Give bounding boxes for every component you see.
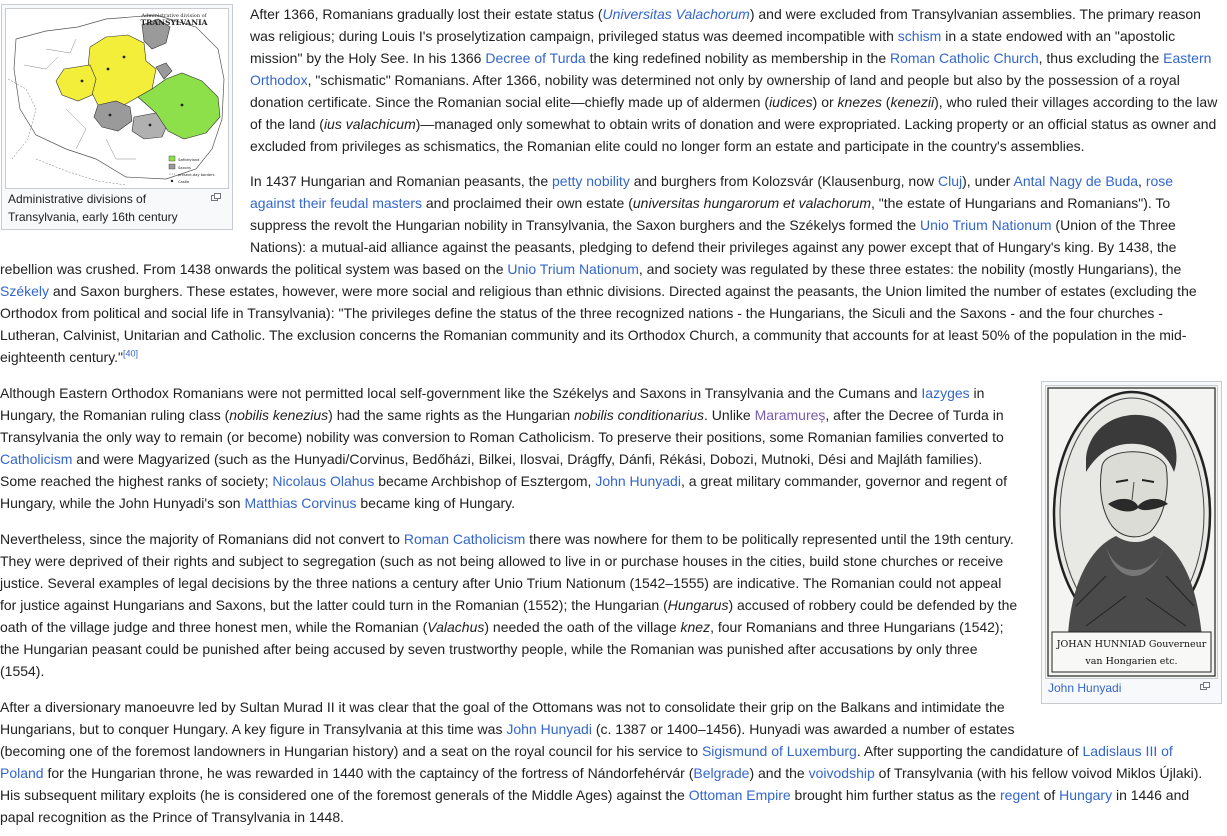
text-line: Nevertheless, since the majority of Romanians did not convert to Roman Catholicism there was nowhere for them to be politically represented until the 19th century. (0, 531, 1014, 547)
text-line: Transylvania the only way to remain (or become) nobility was conversion to Roman Catholicism. To preserve their positions, some Romanian families converted to (0, 429, 1004, 445)
text-line: Lutheran, Calvinist, Unitarian and Catholic. The exclusion concerns the Romanian community and its Orthodox Church, a community that accounts for at least 50% of the population in the mid- (0, 327, 1187, 343)
link-matthias-corvinus[interactable]: Matthias Corvinus (244, 495, 357, 511)
text-line: Although Eastern Orthodox Romanians were not permitted local self-government like the Székelys and Saxons in Transylvania and the Cumans and Iazyges in (0, 385, 985, 401)
paragraph-1 (0, 3, 1223, 157)
plate-line1: JOHAN HUNNIAD Gouverneur (1056, 639, 1207, 650)
legend-szekely: Székelyland (178, 158, 200, 162)
map-title: TRANSYLVANIA (140, 18, 208, 27)
link-belgrade[interactable]: Belgrade (693, 765, 750, 781)
text-line: Székely and Saxon burghers. These estates, however, were more social and religious than ethnic divisions. Directed against the peasants, the Union limited the number of estates (excluding the (0, 283, 1197, 299)
link-unio-trium-nationum-2[interactable]: Unio Trium Nationum (507, 261, 639, 277)
link-roman-catholic-church[interactable]: Roman Catholic Church (890, 50, 1039, 66)
legend-borders: present-day borders (178, 173, 215, 177)
paragraph-2 (0, 170, 1223, 368)
text-line: mission" by the Holy See. In his 1366 Decree of Turda the king redefined nobility as membership in the Roman Catholic Church, thus excluding the Eastern (250, 50, 1212, 66)
portrait-caption-link[interactable]: John Hunyadi (1048, 681, 1122, 695)
text-line: eighteenth century."[40] (0, 348, 139, 365)
legend-castle: Castle (178, 180, 190, 184)
link-catholicism[interactable]: Catholicism (0, 451, 73, 467)
link-cluj[interactable]: Cluj (938, 173, 963, 189)
text-line: rebellion was crushed. From 1438 onwards the political system was based on the Unio Trium Nationum, and society was regulated by these three estates: the nobility (mostly Hungarians), the (0, 261, 1182, 277)
link-iazyges[interactable]: Iazyges (921, 385, 970, 401)
text-line: was religious; during Louis I's proselytization campaign, privileged status was deemed incompatible with schism in a state endowed with an "apostolic (250, 28, 1176, 44)
portrait-caption (1048, 679, 1121, 697)
link-petty-nobility[interactable]: petty nobility (552, 173, 630, 189)
portrait-image[interactable] (1045, 385, 1218, 679)
map-caption-line1: Administrative divisions of (8, 192, 147, 206)
link-schism[interactable]: schism (897, 28, 942, 44)
text-line: papal recognition as the Prince of Transylvania in 1448. (0, 809, 344, 825)
link-john-hunyadi-2[interactable]: John Hunyadi (506, 721, 592, 737)
text-line: donation certificate. Since the Romanian social elite—chiefly made up of aldermen (iudices) or knezes (kenezii), who ruled their villages according to the law (250, 94, 1218, 110)
text-line: In 1437 Hungarian and Romanian peasants, the petty nobility and burghers from Kolozsvár (Klausenburg, now Cluj), under Antal Nagy de Buda, rose (250, 173, 1174, 189)
link-rose-against[interactable]: rose (1145, 173, 1174, 189)
link-roman-catholicism[interactable]: Roman Catholicism (403, 531, 526, 547)
plate-line2: van Hongarien etc. (1085, 656, 1178, 667)
map-caption-line2: Transylvania, early 16th century (8, 210, 178, 224)
paragraph-3 (0, 382, 1041, 514)
link-voivodship[interactable]: voivodship (808, 765, 875, 781)
link-rose-against-cont[interactable]: against their feudal masters (250, 195, 422, 211)
link-john-hunyadi[interactable]: John Hunyadi (595, 473, 681, 489)
link-ladislaus-iii-cont[interactable]: Poland (0, 765, 44, 781)
text-line: Some reached the highest ranks of society; Nicolaus Olahus became Archbishop of Esztergom, John Hunyadi, a great military commander, governor and regent of (0, 473, 1007, 489)
link-nicolaus-olahus[interactable]: Nicolaus Olahus (272, 473, 375, 489)
portrait-figure (1041, 381, 1222, 704)
link-szekely[interactable]: Székely (0, 283, 50, 299)
text-line: After a diversionary manoeuvre led by Sultan Murad II it was clear that the goal of the Ottomans was not to consolidate their grip on the Balkans and intimidate the (0, 699, 1005, 715)
text-line: for justice against Hungarians and Saxons, but the latter could turn in the Romanian (1552); the Hungarian (Hungarus) accused of robbery could be defended by the (0, 597, 1018, 613)
link-maramures[interactable]: Maramureș (754, 407, 826, 423)
text-line: Orthodox, "schismatic" Romanians. After 1366, nobility was determined not only by ownership of land and people but also by the possession of a royal (250, 72, 1180, 88)
text-line: Hungarians, but to conquer Hungary. A key figure in Transylvania at this time was John Hunyadi (c. 1387 or 1400–1456). Hunyadi was awarded a number of estates (0, 721, 1015, 737)
paragraph-5 (0, 696, 1223, 828)
link-universitas-valachorum[interactable]: Universitas Valachorum (602, 6, 750, 22)
link-sigismund-of-luxemburg[interactable]: Sigismund of Luxemburg (701, 743, 857, 759)
link-eastern-orthodox-cont[interactable]: Orthodox (250, 72, 308, 88)
link-regent[interactable]: regent (1000, 787, 1040, 803)
link-decree-of-turda[interactable]: Decree of Turda (485, 50, 586, 66)
text-line: the Hungarian peasant could be punished after being accused by seven trustworthy people, while the Romanian was punished after accusations by only three (0, 641, 978, 657)
text-line: Hungary, while the John Hunyadi's son Matthias Corvinus became king of Hungary. (0, 495, 515, 511)
text-line: His subsequent military exploits (he is considered one of the foremost generals of the Middle Ages) against the Ottoman Empire brought him further status as the regent of Hungary in 1446 and (0, 787, 1190, 803)
link-ladislaus-iii[interactable]: Ladislaus III of (1082, 743, 1173, 759)
hunyadi-portrait-icon (1046, 386, 1217, 678)
text-line: oath of the village judge and three honest men, while the Romanian (Valachus) needed the oath of the village knez, four Romanians and three Hungarians (1542); (0, 619, 1004, 635)
citation-40[interactable]: [40] (123, 348, 139, 359)
enlarge-icon[interactable] (1200, 682, 1210, 690)
text-line: Catholicism and were Magyarized (such as the Hunyadi/Corvinus, Bedőházi, Bilkei, Ilosvai, Drágffy, Dánfi, Rékási, Dobozi, Mutnoki, Dési and Majláth families). (0, 451, 983, 467)
link-ottoman-empire[interactable]: Ottoman Empire (688, 787, 791, 803)
map-title-small: Administrative division of (141, 13, 207, 19)
link-unio-trium-nationum[interactable]: Unio Trium Nationum (920, 217, 1052, 233)
text-line: After 1366, Romanians gradually lost their estate status (Universitas Valachorum) and were excluded from Transylvanian assemblies. The primary reason (250, 6, 1201, 22)
legend-saxon: Saxons (178, 166, 191, 170)
text-line: suppress the revolt the Hungarian nobility in Transylvania, the Saxon burghers and the Székelys formed the Unio Trium Nationum (Union of the Three (250, 217, 1176, 233)
text-line: Nations): a mutual-aid alliance against the peasants, pledging to defend their privileges against any power except that of Hungary's king. By 1438, the (250, 239, 1177, 255)
text-line: (becoming one of the foremost landowners in Hungarian history) and a seat on the royal council for his service to Sigismund of Luxemburg. After supporting the candidature of Ladislaus III of (0, 743, 1173, 759)
text-line: They were deprived of their rights and subject to segregation (such as not being allowed to live in or purchase houses in the cities, build stone churches or receive (0, 553, 1004, 569)
text-line: Poland for the Hungarian throne, he was rewarded in 1440 with the captaincy of the fortress of Nándorfehérvár (Belgrade) and the voivodship of Transylvania (with his fellow voivod Miklos Újlaki). (0, 765, 1203, 781)
text-line: (1554). (0, 663, 45, 679)
link-antal-nagy-de-buda[interactable]: Antal Nagy de Buda (1013, 173, 1139, 189)
link-eastern-orthodox[interactable]: Eastern (1163, 50, 1212, 66)
text-line: against their feudal masters and proclaimed their own estate (universitas hungarorum et valachorum, "the estate of Hungarians and Romanians"). To (250, 195, 1171, 211)
text-line: Hungary, the Romanian ruling class (nobilis kenezius) had the same rights as the Hungarian nobilis conditionarius. Unlike Maramureș, after the Decree of Turda in (0, 407, 1004, 423)
paragraph-4 (0, 528, 1041, 682)
text-line: justice. Several examples of legal decisions by the three nations a century after Unio Trium Nationum (1542–1555) are indicative. The Romanian could not appeal (0, 575, 1002, 591)
text-line: Orthodox from political and social life in Transylvania): "The privileges define the status of the three recognized nations - the Hungarians, the Siculi and the Saxons - and the four churches - (0, 305, 1163, 321)
text-line: of the land (ius valachicum)—managed only somewhat to obtain writs of donation and were expropriated. Lacking property or an official status as owner and (250, 116, 1217, 132)
link-hungary[interactable]: Hungary (1059, 787, 1113, 803)
text-line: excluded from privileges as schismatics, the Romanian elite could no longer form an estate and participate in the country's assemblies. (250, 138, 1085, 154)
